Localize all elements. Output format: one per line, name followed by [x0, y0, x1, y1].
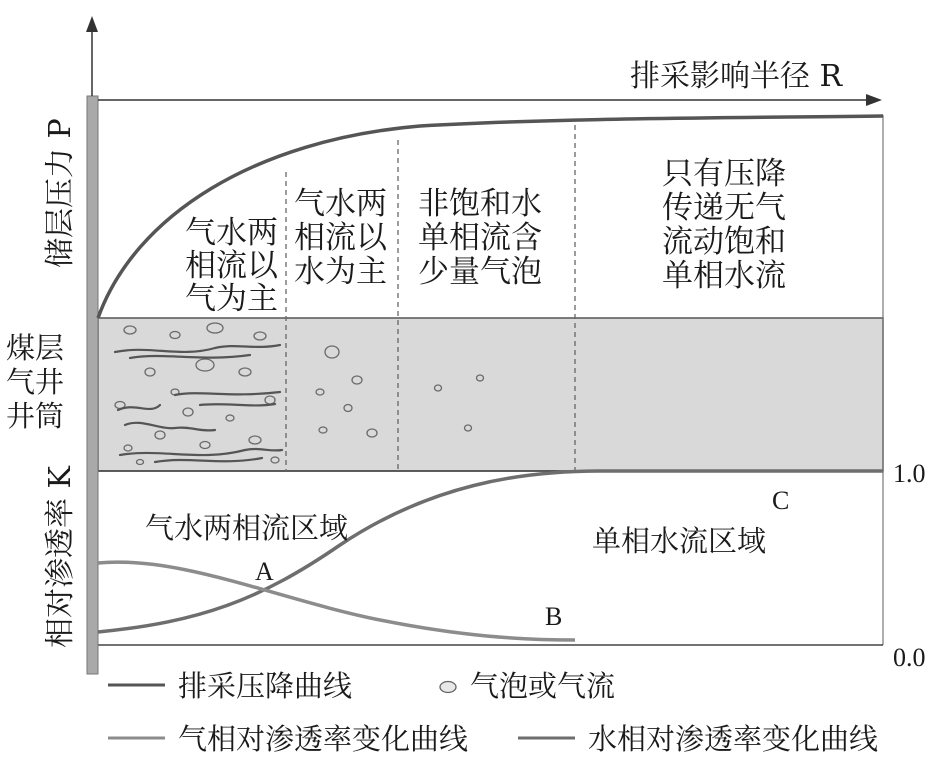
zone-4-line-4: 单相水流: [662, 258, 786, 294]
p-axis-label: 储层压力 P: [43, 118, 78, 268]
point-c-label: C: [772, 486, 790, 515]
zone-3-line-2: 单相流含: [418, 220, 542, 256]
k-min-tick: 0.0: [893, 643, 926, 672]
legend-bubble-swatch: [440, 682, 456, 693]
legend-bubble-label: 气泡或气流: [470, 669, 616, 703]
zone-1-line-1: 气水两: [185, 215, 278, 251]
zone-2-line-1: 气水两: [294, 186, 387, 222]
wellbore-label: [6, 331, 64, 433]
zone-2-line-3: 水为主: [294, 254, 387, 290]
point-b-label: B: [545, 602, 563, 631]
zone-3-line-3: 少量气泡: [418, 254, 542, 290]
zone-1-text: [185, 215, 280, 317]
zone-4-text: [662, 156, 786, 294]
legend-gas-k-label: 气相对渗透率变化曲线: [178, 722, 469, 756]
legend: [108, 669, 878, 756]
r-axis-label: 排采影响半径 R: [630, 59, 843, 94]
r-axis-arrowhead: [866, 94, 882, 106]
zone-1-line-3: 气为主: [185, 281, 278, 317]
zone-4-line-2: 传递无气: [662, 190, 786, 226]
zone-3-text: [418, 186, 542, 290]
zone-1-line-2: 相流以: [185, 248, 278, 284]
legend-water-k-label: 水相对渗透率变化曲线: [588, 722, 879, 756]
zone-4-line-1: 只有压降: [662, 156, 786, 192]
point-a-label: A: [255, 557, 274, 586]
legend-pressure-label: 排采压降曲线: [178, 669, 353, 703]
wellbore-label-line-1: 煤层: [6, 331, 65, 365]
two-phase-region-label: 气水两相流区域: [145, 511, 349, 545]
p-axis-arrowhead: [86, 16, 98, 32]
zone-4-line-3: 流动饱和: [662, 224, 786, 260]
zone-2-line-2: 相流以: [294, 220, 387, 256]
k-axis-label: 相对渗透率 K: [43, 466, 78, 648]
zone-2-text: [294, 186, 389, 290]
k-max-tick: 1.0: [893, 459, 926, 488]
zone-3-line-1: 非饱和水: [418, 186, 542, 222]
wellbore-label-line-2: 气井: [6, 365, 65, 399]
wellbore-label-line-3: 井筒: [6, 399, 65, 433]
single-phase-region-label: 单相水流区域: [592, 524, 767, 558]
gas-k-curve: [98, 562, 575, 640]
wellbore-bar: [87, 96, 98, 674]
